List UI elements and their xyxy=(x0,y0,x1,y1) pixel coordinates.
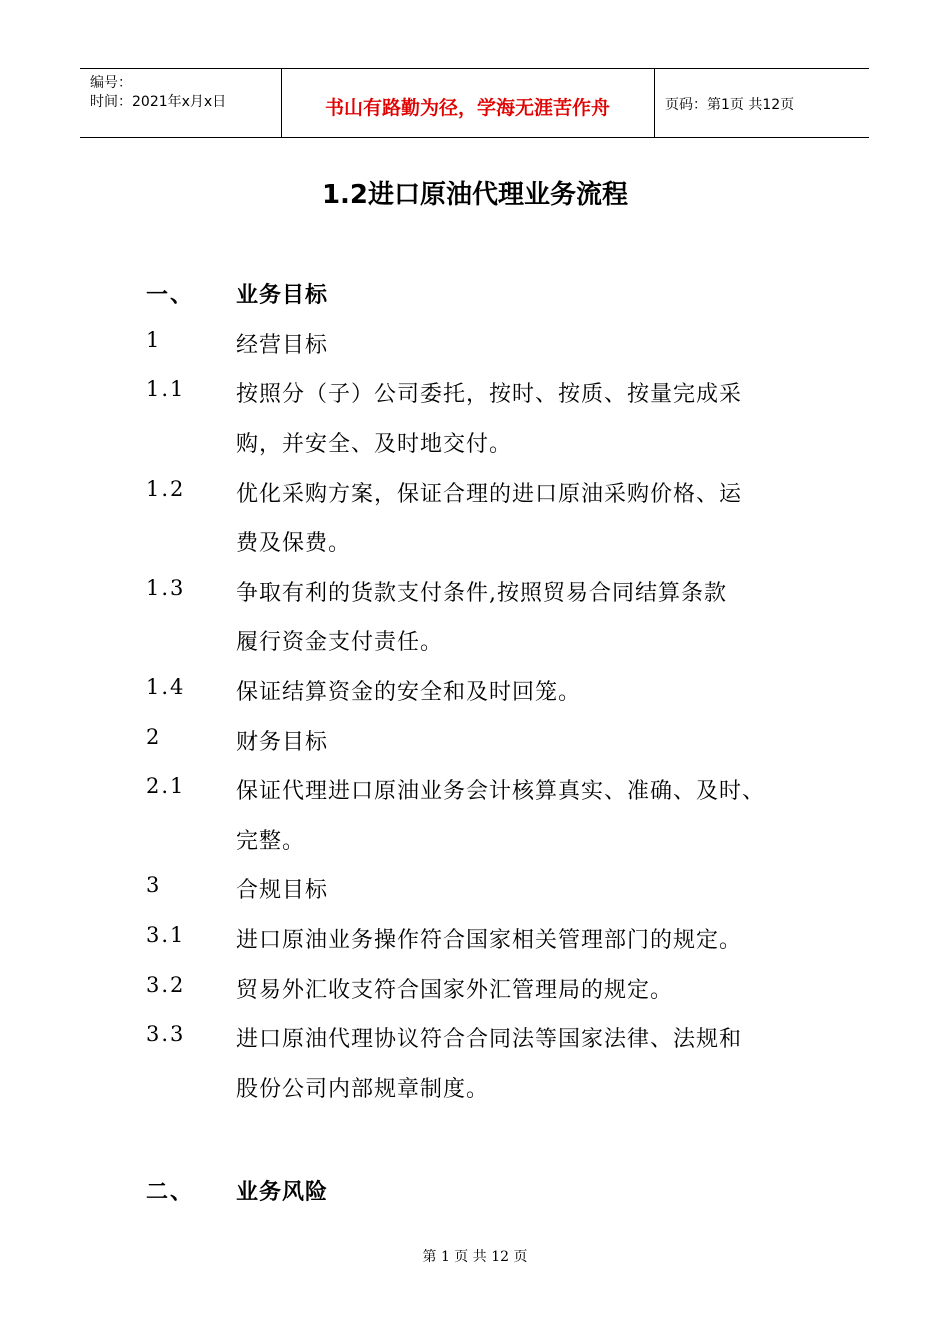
header-page-info: 页码：第1页 共12页 xyxy=(665,97,795,113)
line-text: 经营目标 xyxy=(236,333,329,358)
line-number: 2 xyxy=(146,725,162,749)
header-left-cell xyxy=(80,69,282,137)
list-item xyxy=(0,675,950,715)
line-text: 进口原油业务操作符合国家相关管理部门的规定。 xyxy=(236,928,743,953)
list-item xyxy=(0,377,950,417)
line-number: 1.1 xyxy=(146,377,186,401)
line-text: 费及保费。 xyxy=(236,531,352,556)
list-item xyxy=(0,973,950,1013)
line-number: 3 xyxy=(146,873,162,897)
line-number: 3.2 xyxy=(146,973,186,997)
header-middle-cell xyxy=(281,69,655,137)
list-item xyxy=(0,1022,950,1062)
header-right-cell xyxy=(655,69,869,137)
line-text: 履行资金支付责任。 xyxy=(236,630,444,655)
line-number: 1.4 xyxy=(146,675,186,699)
list-item-continuation xyxy=(0,427,950,467)
line-text: 财务目标 xyxy=(236,730,329,755)
list-item xyxy=(0,725,950,765)
line-number: 二、 xyxy=(146,1180,195,1205)
line-text: 争取有利的货款支付条件,按照贸易合同结算条款 xyxy=(236,581,727,606)
line-text: 按照分（子）公司委托，按时、按质、按量完成采 xyxy=(236,382,743,407)
page-footer: 第 1 页 共 12 页 xyxy=(422,1249,528,1265)
line-text: 股份公司内部规章制度。 xyxy=(236,1077,490,1102)
line-number: 1.3 xyxy=(146,576,186,600)
line-number: 2.1 xyxy=(146,774,186,798)
line-text: 优化采购方案，保证合理的进口原油采购价格、运 xyxy=(236,482,743,507)
date-label: 时间：2021年x月x日 xyxy=(90,94,227,110)
line-text: 进口原油代理协议符合合同法等国家法律、法规和 xyxy=(236,1027,743,1052)
line-text: 完整。 xyxy=(236,829,306,854)
line-text: 贸易外汇收支符合国家外汇管理局的规定。 xyxy=(236,978,674,1003)
section-heading xyxy=(0,278,950,318)
line-number: 3.3 xyxy=(146,1022,186,1046)
section-heading xyxy=(0,1175,950,1215)
list-item-continuation xyxy=(0,1072,950,1112)
line-number: 一、 xyxy=(146,283,195,308)
list-item xyxy=(0,576,950,616)
line-text: 业务目标 xyxy=(236,283,329,308)
line-number: 3.1 xyxy=(146,923,186,947)
list-item-continuation xyxy=(0,526,950,566)
line-text: 购，并安全、及时地交付。 xyxy=(236,432,513,457)
list-item xyxy=(0,328,950,368)
line-text: 合规目标 xyxy=(236,878,329,903)
list-item xyxy=(0,477,950,517)
line-text: 业务风险 xyxy=(236,1180,329,1205)
line-text: 保证代理进口原油业务会计核算真实、准确、及时、 xyxy=(236,779,766,804)
line-text: 保证结算资金的安全和及时回笼。 xyxy=(236,680,582,705)
header-motto: 书山有路勤为径，学海无涯苦作舟 xyxy=(324,97,610,119)
list-item-continuation xyxy=(0,625,950,665)
line-number: 1 xyxy=(146,328,162,352)
document-title: 1.2进口原油代理业务流程 xyxy=(321,180,629,210)
list-item xyxy=(0,774,950,814)
serial-number-label: 编号： xyxy=(90,75,132,91)
line-number: 1.2 xyxy=(146,477,186,501)
list-item-continuation xyxy=(0,824,950,864)
page-header xyxy=(80,68,869,138)
list-item xyxy=(0,873,950,913)
list-item xyxy=(0,923,950,963)
